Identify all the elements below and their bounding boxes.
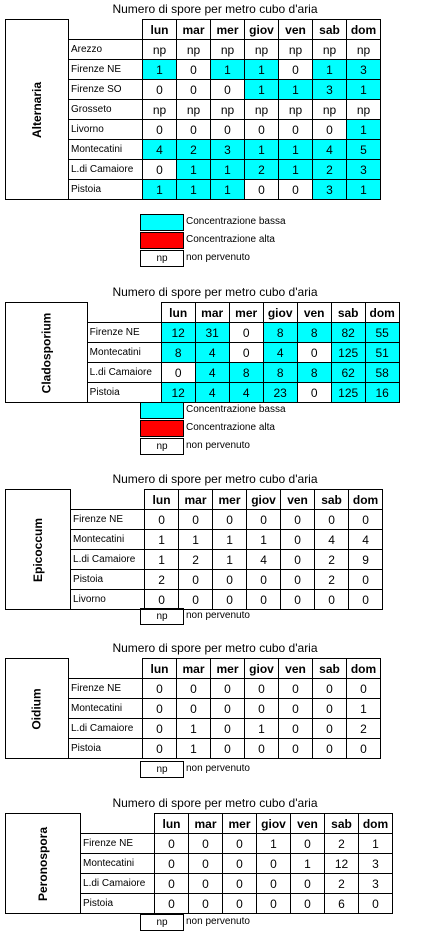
- value-cell: 0: [223, 854, 257, 874]
- value-cell: 1: [177, 739, 211, 759]
- value-cell: 3: [313, 180, 347, 200]
- value-cell: 4: [263, 343, 297, 363]
- value-cell: 58: [365, 363, 399, 383]
- value-cell: 125: [331, 383, 365, 403]
- value-cell: 4: [315, 530, 349, 550]
- legend-low-text: Concentrazione bassa: [186, 404, 286, 415]
- value-cell: 8: [229, 363, 263, 383]
- value-cell: 1: [145, 550, 179, 570]
- city-label: Firenze NE: [81, 834, 155, 854]
- day-header: mar: [179, 490, 213, 510]
- value-cell: 1: [291, 854, 325, 874]
- value-cell: 2: [325, 874, 359, 894]
- value-cell: 0: [347, 679, 381, 699]
- value-cell: 0: [189, 834, 223, 854]
- value-cell: 1: [279, 160, 313, 180]
- value-cell: 1: [211, 60, 245, 80]
- city-label: Pistoia: [87, 383, 161, 403]
- value-cell: 0: [223, 894, 257, 914]
- value-cell: 125: [331, 343, 365, 363]
- value-cell: 1: [279, 140, 313, 160]
- value-cell: np: [347, 100, 381, 120]
- value-cell: 0: [279, 719, 313, 739]
- value-cell: np: [143, 40, 177, 60]
- value-cell: 1: [213, 550, 247, 570]
- value-cell: 12: [161, 383, 195, 403]
- day-header: ven: [279, 20, 313, 40]
- legend-low: [5, 214, 425, 232]
- value-cell: 82: [331, 323, 365, 343]
- value-cell: 0: [213, 510, 247, 530]
- value-cell: 0: [143, 719, 177, 739]
- value-cell: 0: [315, 510, 349, 530]
- value-cell: 0: [211, 120, 245, 140]
- city-label: Montecatini: [71, 530, 145, 550]
- value-cell: 8: [263, 363, 297, 383]
- day-header: dom: [365, 303, 399, 323]
- day-header: mar: [189, 814, 223, 834]
- legend-np-swatch: np: [140, 761, 184, 778]
- day-header: giov: [245, 659, 279, 679]
- value-cell: 51: [365, 343, 399, 363]
- value-cell: 0: [281, 550, 315, 570]
- value-cell: 0: [213, 590, 247, 610]
- value-cell: 0: [245, 739, 279, 759]
- value-cell: 0: [179, 510, 213, 530]
- value-cell: 0: [247, 570, 281, 590]
- value-cell: 0: [155, 834, 189, 854]
- value-cell: 1: [257, 834, 291, 854]
- value-cell: 0: [145, 590, 179, 610]
- value-cell: np: [313, 100, 347, 120]
- value-cell: 1: [245, 140, 279, 160]
- value-cell: 0: [189, 894, 223, 914]
- legend-high: [5, 420, 425, 438]
- value-cell: 0: [177, 60, 211, 80]
- city-label: Pistoia: [81, 894, 155, 914]
- value-cell: 4: [229, 383, 263, 403]
- value-cell: 0: [279, 120, 313, 140]
- value-cell: 0: [281, 590, 315, 610]
- value-cell: 2: [347, 719, 381, 739]
- day-header: lun: [143, 659, 177, 679]
- value-cell: 0: [347, 739, 381, 759]
- value-cell: 0: [313, 679, 347, 699]
- legend-high-text: Concentrazione alta: [186, 422, 275, 433]
- value-cell: 1: [247, 530, 281, 550]
- species-label: Cladosporium: [6, 303, 88, 403]
- value-cell: 0: [143, 160, 177, 180]
- value-cell: 0: [189, 874, 223, 894]
- value-cell: 8: [297, 323, 331, 343]
- city-label: Pistoia: [69, 180, 143, 200]
- value-cell: 0: [229, 343, 263, 363]
- value-cell: 0: [223, 874, 257, 894]
- day-header: ven: [279, 659, 313, 679]
- value-cell: 0: [189, 854, 223, 874]
- city-label: Firenze NE: [69, 60, 143, 80]
- day-header: mer: [211, 20, 245, 40]
- value-cell: 0: [161, 363, 195, 383]
- value-cell: 0: [211, 679, 245, 699]
- value-cell: 2: [315, 570, 349, 590]
- legend-np-text: non pervenuto: [186, 763, 250, 774]
- value-cell: 4: [143, 140, 177, 160]
- city-label: Montecatini: [87, 343, 161, 363]
- legend-low-swatch: [140, 214, 184, 231]
- day-header: sab: [313, 659, 347, 679]
- day-header: mar: [195, 303, 229, 323]
- value-cell: 0: [291, 834, 325, 854]
- value-cell: 6: [325, 894, 359, 914]
- value-cell: 0: [247, 510, 281, 530]
- city-label: Livorno: [71, 590, 145, 610]
- value-cell: 0: [313, 120, 347, 140]
- value-cell: 31: [195, 323, 229, 343]
- value-cell: np: [177, 40, 211, 60]
- value-cell: 0: [279, 699, 313, 719]
- value-cell: 1: [359, 834, 393, 854]
- city-label: Montecatini: [69, 699, 143, 719]
- value-cell: 1: [245, 80, 279, 100]
- value-cell: 1: [347, 80, 381, 100]
- day-header: lun: [155, 814, 189, 834]
- city-label: Firenze NE: [87, 323, 161, 343]
- value-cell: 0: [297, 343, 331, 363]
- value-cell: 1: [211, 180, 245, 200]
- value-cell: np: [347, 40, 381, 60]
- value-cell: 1: [211, 160, 245, 180]
- value-cell: 2: [315, 550, 349, 570]
- value-cell: 0: [177, 80, 211, 100]
- value-cell: 3: [359, 854, 393, 874]
- value-cell: 0: [211, 719, 245, 739]
- value-cell: 1: [177, 180, 211, 200]
- value-cell: 0: [281, 570, 315, 590]
- legend-low-swatch: [140, 402, 184, 419]
- value-cell: 0: [223, 834, 257, 854]
- value-cell: 0: [155, 894, 189, 914]
- value-cell: 2: [245, 160, 279, 180]
- value-cell: 0: [313, 739, 347, 759]
- peronospora-table: [5, 813, 393, 914]
- value-cell: 1: [143, 180, 177, 200]
- day-header: sab: [315, 490, 349, 510]
- value-cell: 1: [177, 160, 211, 180]
- value-cell: 1: [143, 60, 177, 80]
- value-cell: 0: [291, 894, 325, 914]
- species-label: Alternaria: [6, 20, 69, 200]
- value-cell: 1: [213, 530, 247, 550]
- value-cell: 0: [279, 739, 313, 759]
- legend-np-text: non pervenuto: [186, 916, 250, 927]
- legend-high-text: Concentrazione alta: [186, 234, 275, 245]
- value-cell: 9: [349, 550, 383, 570]
- day-header: giov: [245, 20, 279, 40]
- day-header: dom: [347, 20, 381, 40]
- value-cell: 0: [245, 120, 279, 140]
- day-header: mer: [229, 303, 263, 323]
- value-cell: 0: [179, 570, 213, 590]
- value-cell: 0: [313, 699, 347, 719]
- value-cell: 8: [263, 323, 297, 343]
- value-cell: 16: [365, 383, 399, 403]
- legend-np: [5, 761, 425, 777]
- value-cell: 3: [347, 60, 381, 80]
- value-cell: 1: [347, 120, 381, 140]
- day-header: mer: [213, 490, 247, 510]
- value-cell: 8: [297, 363, 331, 383]
- value-cell: 0: [145, 510, 179, 530]
- value-cell: 4: [195, 363, 229, 383]
- section-title: Numero di spore per metro cubo d'aria: [112, 796, 318, 810]
- value-cell: 0: [179, 590, 213, 610]
- day-header: mer: [211, 659, 245, 679]
- value-cell: 0: [155, 874, 189, 894]
- value-cell: 0: [257, 874, 291, 894]
- legend-np: [5, 914, 425, 930]
- day-header: ven: [281, 490, 315, 510]
- value-cell: 0: [177, 679, 211, 699]
- cladosporium-table: [5, 302, 400, 403]
- value-cell: 0: [143, 120, 177, 140]
- value-cell: 4: [247, 550, 281, 570]
- value-cell: 0: [313, 719, 347, 739]
- city-label: L.di Camaiore: [71, 550, 145, 570]
- value-cell: 0: [281, 510, 315, 530]
- legend-np-swatch: np: [140, 914, 184, 931]
- city-label: Firenze SO: [69, 80, 143, 100]
- value-cell: 0: [279, 180, 313, 200]
- day-header: ven: [297, 303, 331, 323]
- value-cell: 0: [177, 120, 211, 140]
- value-cell: 2: [325, 834, 359, 854]
- city-label: Arezzo: [69, 40, 143, 60]
- value-cell: np: [211, 40, 245, 60]
- day-header: ven: [291, 814, 325, 834]
- epicoccum-table: [5, 489, 383, 618]
- city-label: Livorno: [69, 120, 143, 140]
- value-cell: 55: [365, 323, 399, 343]
- value-cell: 0: [359, 894, 393, 914]
- species-label: Oidium: [6, 659, 69, 759]
- city-label: Firenze NE: [71, 510, 145, 530]
- value-cell: 1: [145, 530, 179, 550]
- day-header: sab: [325, 814, 359, 834]
- city-label: Pistoia: [71, 570, 145, 590]
- day-header: sab: [331, 303, 365, 323]
- section-title: Numero di spore per metro cubo d'aria: [112, 641, 318, 655]
- legend-np: [5, 250, 425, 268]
- legend-low-text: Concentrazione bassa: [186, 216, 286, 227]
- day-header: lun: [161, 303, 195, 323]
- value-cell: np: [143, 100, 177, 120]
- value-cell: 0: [177, 699, 211, 719]
- value-cell: 0: [247, 590, 281, 610]
- value-cell: 1: [347, 180, 381, 200]
- value-cell: 1: [177, 719, 211, 739]
- legend-np-text: non pervenuto: [186, 610, 250, 621]
- value-cell: 0: [211, 739, 245, 759]
- value-cell: 4: [349, 530, 383, 550]
- value-cell: 12: [161, 323, 195, 343]
- value-cell: np: [245, 100, 279, 120]
- city-label: L.di Camaiore: [69, 160, 143, 180]
- value-cell: 0: [349, 570, 383, 590]
- value-cell: 4: [195, 343, 229, 363]
- legend-np-swatch: np: [140, 438, 184, 455]
- day-header: mar: [177, 659, 211, 679]
- value-cell: np: [279, 100, 313, 120]
- species-label: Peronospora: [6, 814, 81, 914]
- legend-high-swatch: [140, 420, 184, 437]
- value-cell: 3: [347, 160, 381, 180]
- value-cell: 12: [325, 854, 359, 874]
- value-cell: 0: [291, 874, 325, 894]
- day-header: dom: [349, 490, 383, 510]
- city-label: Montecatini: [69, 140, 143, 160]
- value-cell: np: [211, 100, 245, 120]
- value-cell: 0: [229, 323, 263, 343]
- value-cell: 8: [161, 343, 195, 363]
- legend-np-text: non pervenuto: [186, 252, 250, 263]
- value-cell: 0: [257, 854, 291, 874]
- value-cell: 0: [155, 854, 189, 874]
- value-cell: 0: [213, 570, 247, 590]
- day-header: sab: [313, 20, 347, 40]
- legend-high-swatch: [140, 232, 184, 249]
- value-cell: 2: [177, 140, 211, 160]
- value-cell: 3: [211, 140, 245, 160]
- day-header: giov: [263, 303, 297, 323]
- value-cell: 23: [263, 383, 297, 403]
- value-cell: 0: [349, 510, 383, 530]
- value-cell: 1: [347, 699, 381, 719]
- oidium-table: [5, 658, 381, 759]
- city-label: Pistoia: [69, 739, 143, 759]
- day-header: dom: [347, 659, 381, 679]
- value-cell: 1: [245, 719, 279, 739]
- value-cell: 0: [245, 699, 279, 719]
- value-cell: 1: [313, 60, 347, 80]
- value-cell: 0: [281, 530, 315, 550]
- value-cell: 0: [297, 383, 331, 403]
- value-cell: 0: [211, 699, 245, 719]
- value-cell: 0: [211, 80, 245, 100]
- day-header: mer: [223, 814, 257, 834]
- value-cell: 0: [315, 590, 349, 610]
- value-cell: 0: [143, 739, 177, 759]
- value-cell: 0: [279, 60, 313, 80]
- value-cell: 4: [313, 140, 347, 160]
- value-cell: np: [245, 40, 279, 60]
- day-header: mar: [177, 20, 211, 40]
- value-cell: 0: [245, 679, 279, 699]
- alternaria-table: [5, 19, 381, 208]
- city-label: L.di Camaiore: [81, 874, 155, 894]
- section-title: Numero di spore per metro cubo d'aria: [112, 472, 318, 486]
- legend-np: [5, 608, 425, 624]
- legend-low: [5, 402, 425, 420]
- city-label: Grosseto: [69, 100, 143, 120]
- value-cell: np: [279, 40, 313, 60]
- legend-np: [5, 438, 425, 456]
- value-cell: np: [177, 100, 211, 120]
- section-title: Numero di spore per metro cubo d'aria: [112, 2, 318, 16]
- value-cell: 62: [331, 363, 365, 383]
- value-cell: 2: [179, 550, 213, 570]
- day-header: giov: [247, 490, 281, 510]
- value-cell: 2: [145, 570, 179, 590]
- legend-high: [5, 232, 425, 250]
- legend-np-swatch: np: [140, 608, 184, 625]
- value-cell: 3: [313, 80, 347, 100]
- value-cell: 0: [143, 679, 177, 699]
- day-header: giov: [257, 814, 291, 834]
- legend-np-swatch: np: [140, 250, 184, 267]
- legend-np-text: non pervenuto: [186, 440, 250, 451]
- city-label: Montecatini: [81, 854, 155, 874]
- value-cell: 0: [349, 590, 383, 610]
- value-cell: 1: [279, 80, 313, 100]
- day-header: lun: [145, 490, 179, 510]
- city-label: Firenze NE: [69, 679, 143, 699]
- value-cell: 3: [359, 874, 393, 894]
- value-cell: 4: [195, 383, 229, 403]
- value-cell: np: [313, 40, 347, 60]
- value-cell: 0: [279, 679, 313, 699]
- city-label: L.di Camaiore: [87, 363, 161, 383]
- section-title: Numero di spore per metro cubo d'aria: [112, 285, 318, 299]
- day-header: dom: [359, 814, 393, 834]
- species-label: Epicoccum: [6, 490, 71, 610]
- day-header: lun: [143, 20, 177, 40]
- city-label: L.di Camaiore: [69, 719, 143, 739]
- value-cell: 0: [143, 80, 177, 100]
- value-cell: 1: [245, 60, 279, 80]
- value-cell: 5: [347, 140, 381, 160]
- value-cell: 0: [143, 699, 177, 719]
- value-cell: 2: [313, 160, 347, 180]
- value-cell: 1: [179, 530, 213, 550]
- value-cell: 0: [257, 894, 291, 914]
- value-cell: 0: [245, 180, 279, 200]
